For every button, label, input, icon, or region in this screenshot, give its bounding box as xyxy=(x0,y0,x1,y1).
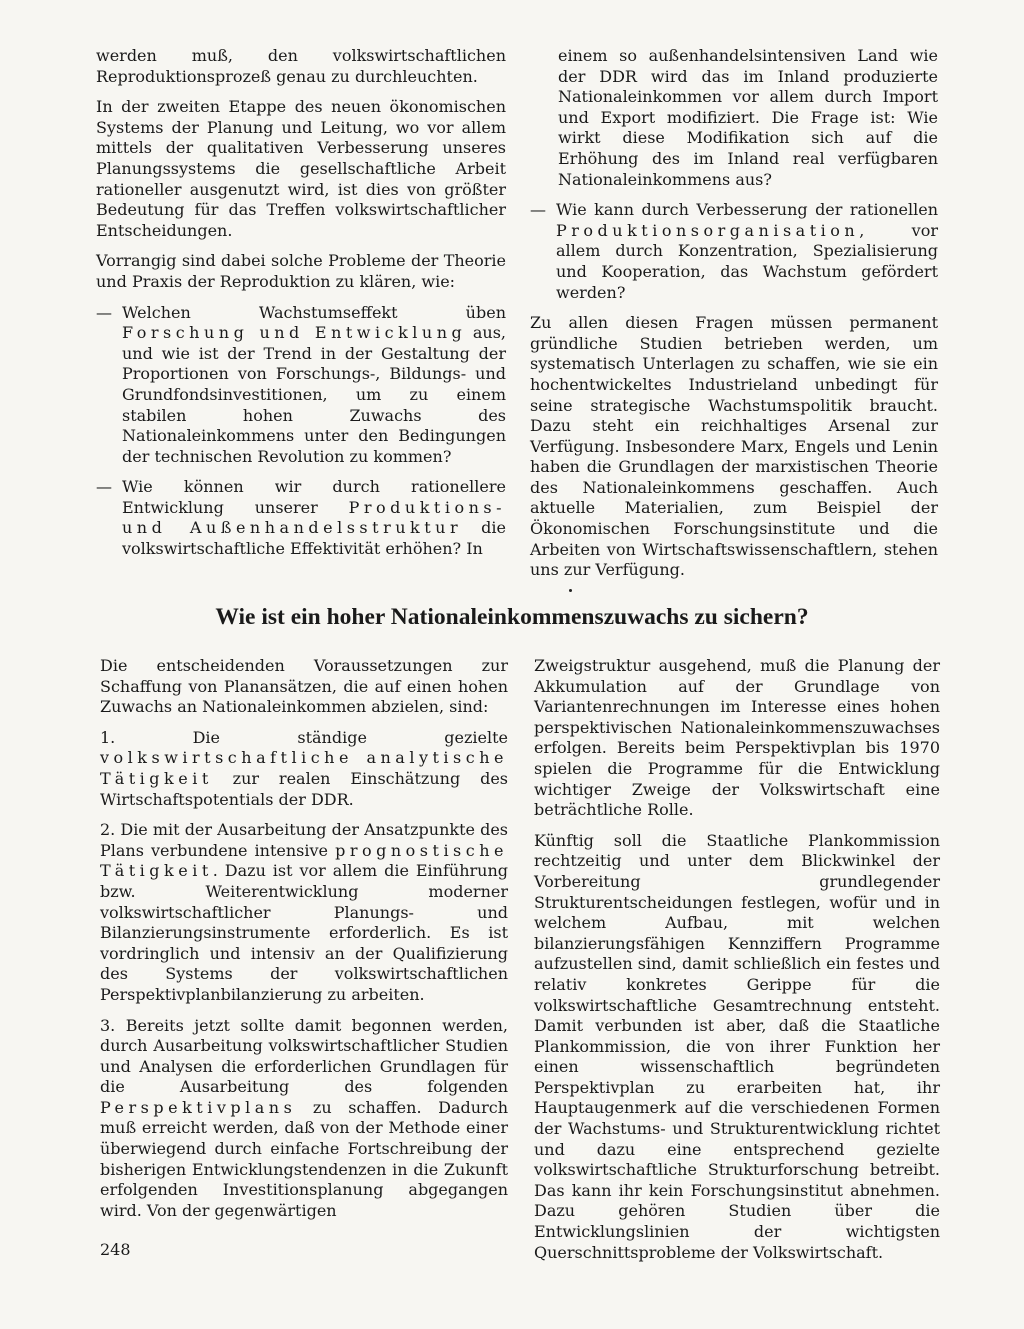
list-item xyxy=(530,200,938,303)
item-text: , vor allem durch Konzentration, Spezialisierung und Kooperation, das Wachstum gefördert werden? xyxy=(556,220,938,302)
top-left-column xyxy=(96,46,506,570)
list-item xyxy=(96,303,506,468)
item-number: 1. xyxy=(100,727,116,747)
dash-marker: — xyxy=(530,200,546,220)
item-text: die volkswirtschaftliche Effektivität erhöhen? In xyxy=(122,518,506,559)
item-text: Wie kann durch Verbesserung der rationellen xyxy=(556,200,938,220)
item-number: 3. xyxy=(100,1015,116,1035)
top-right-column xyxy=(530,46,938,591)
spaced-emphasis: volkswirtschaftliche analytische Tätigkeit xyxy=(100,748,508,788)
item-text: Welchen Wachstumseffekt üben xyxy=(122,302,506,322)
item-text: Wie können wir durch rationellere Entwicklung unserer xyxy=(122,477,506,517)
spaced-emphasis: prognostische Tätigkeit xyxy=(100,840,508,881)
spaced-emphasis: Forschung und Entwicklung xyxy=(122,323,467,343)
paragraph: Die entscheidenden Voraussetzungen zur Schaffung von Planansätzen, die auf einen hohen Zuwachs an Nationaleinkommen abzielen, sind: xyxy=(100,656,508,717)
item-number: 2. xyxy=(100,820,116,840)
numbered-paragraph: 1. Die ständige gezielte volkswirtschaftliche analytische Tätigkeit zur realen Einschätzung des Wirtschaftspotentials der DDR. xyxy=(100,727,508,809)
section-heading: Wie ist ein hoher Nationaleinkommenszuwachs zu sichern? xyxy=(215,604,809,630)
dash-marker: — xyxy=(96,302,112,322)
spaced-emphasis: Perspektivplans xyxy=(100,1097,297,1117)
paragraph: Künftig soll die Staatliche Plankommission rechtzeitig und unter dem Blickwinkel der Vorbereitung grundlegender Strukturentscheidungen festlegen, wofür und in welchem Aufbau, mit welchen bilanzierungsfähigen Kennziffern Programme aufzustellen sind, damit schließlich ein festes und relativ konkretes Gerippe für die volkswirtschaftliche Gesamtrechnung entsteht. Damit verbunden ist aber, daß die Staatliche Plankommission, die von ihrer Funktion her einen wissenschaftlich begründeten Perspektivplan zu erarbeiten hat, ihr Hauptaugenmerk auf die verschiedenen Formen der Wachstums- und Strukturentwicklung richtet und dazu eine entsprechend gezielte volkswirtschaftliche Strukturforschung betreibt. Das kann ihr kein Forschungsinstitut abnehmen. Dazu gehören Studien über die Entwicklungslinien der wichtigsten Querschnittsprobleme der Volkswirtschaft. xyxy=(534,830,940,1262)
dash-marker: — xyxy=(96,477,112,497)
spaced-emphasis: Produktionsorganisation xyxy=(556,220,860,240)
numbered-paragraph: 2. Die mit der Ausarbeitung der Ansatzpunkte des Plans verbundene intensive prognostische Tätigkeit. Dazu ist vor allem die Einführung bzw. Weiterentwicklung moderner volkswirtschaftlicher Planungs- und Bilanzierungsinstrumente erforderlich. Es ist vordringlich und intensiv an der Qualifizierung des Systems der volkswirtschaftlichen Perspektivplanbilanzierung zu arbeiten. xyxy=(100,820,508,1004)
paragraph: Zweigstruktur ausgehend, muß die Planung der Akkumulation auf der Grundlage von Variantenrechnungen im Interesse eines hohen perspektivischen Nationaleinkommenszuwachses erfolgen. Bereits beim Perspektivplan bis 1970 spielen die Programme für die Entwicklung wichtiger Zweige der Volkswirtschaft eine beträchtliche Rolle. xyxy=(534,656,940,820)
page-number: 248 xyxy=(100,1240,131,1259)
paragraph: In der zweiten Etappe des neuen ökonomischen Systems der Planung und Leitung, wo vor allem mittels der qualitativen Verbesserung unseres Planungssystems die gesellschaftliche Arbeit rationeller ausgenutzt wird, ist dies von größter Bedeutung für das Treffen volkswirtschaftlicher Entscheidungen. xyxy=(96,97,506,240)
paragraph: einem so außenhandelsintensiven Land wie der DDR wird das im Inland produzierte Nationaleinkommen vor allem durch Import und Export modifiziert. Die Frage ist: Wie wirkt diese Modifikation sich auf die Erhöhung des im Inland real verfügbaren Nationaleinkommens aus? xyxy=(558,46,938,189)
paragraph: werden muß, den volkswirtschaftlichen Reproduktionsprozeß genau zu durchleuchten. xyxy=(96,46,506,86)
spaced-emphasis: Produktions- und Außenhandelsstruktur xyxy=(122,497,506,538)
bottom-left-column xyxy=(100,656,508,1231)
list-item xyxy=(96,477,506,559)
numbered-paragraph: 3. Bereits jetzt sollte damit begonnen werden, durch Ausarbeitung volkswirtschaftlicher Studien und Analysen die erforderlichen Grundlagen für die Ausarbeitung des folgenden Perspektivplans zu schaffen. Dadurch muß erreicht werden, daß von der Methode einer überwiegend durch einfache Fortschreibung der bisherigen Entwicklungstendenzen in die Zukunft erfolgenden Investitionsplanung abgegangen wird. Von der gegenwärtigen xyxy=(100,1015,508,1220)
paragraph: Zu allen diesen Fragen müssen permanent gründliche Studien betrieben werden, um systematisch Unterlagen zu schaffen, wie sie ein hochentwickeltes Industrieland unbedingt für seine strategische Wachstumspolitik braucht. Dazu steht ein reichhaltiges Arsenal zur Verfügung. Insbesondere Marx, Engels und Lenin haben die Grundlagen der marxistischen Theorie des Nationaleinkommens geschaffen. Auch aktuelle Materialien, zum Beispiel der Ökonomischen Forschungsinstitute und die Arbeiten von Wirtschaftswissenschaftlern, stehen uns zur Verfügung. xyxy=(530,313,938,580)
bottom-right-column xyxy=(534,656,940,1273)
item-text: aus, und wie ist der Trend in der Gestaltung der Proportionen von Forschungs-, Bildungs- und Grundfondsinvestitionen, um zu einem stabilen hohen Zuwachs des Nationaleinkommens unter den Bedingungen der technischen Revolution zu kommen? xyxy=(122,323,506,466)
paragraph: Vorrangig sind dabei solche Probleme der Theorie und Praxis der Reproduktion zu klären, wie: xyxy=(96,251,506,291)
print-speck xyxy=(569,589,572,592)
